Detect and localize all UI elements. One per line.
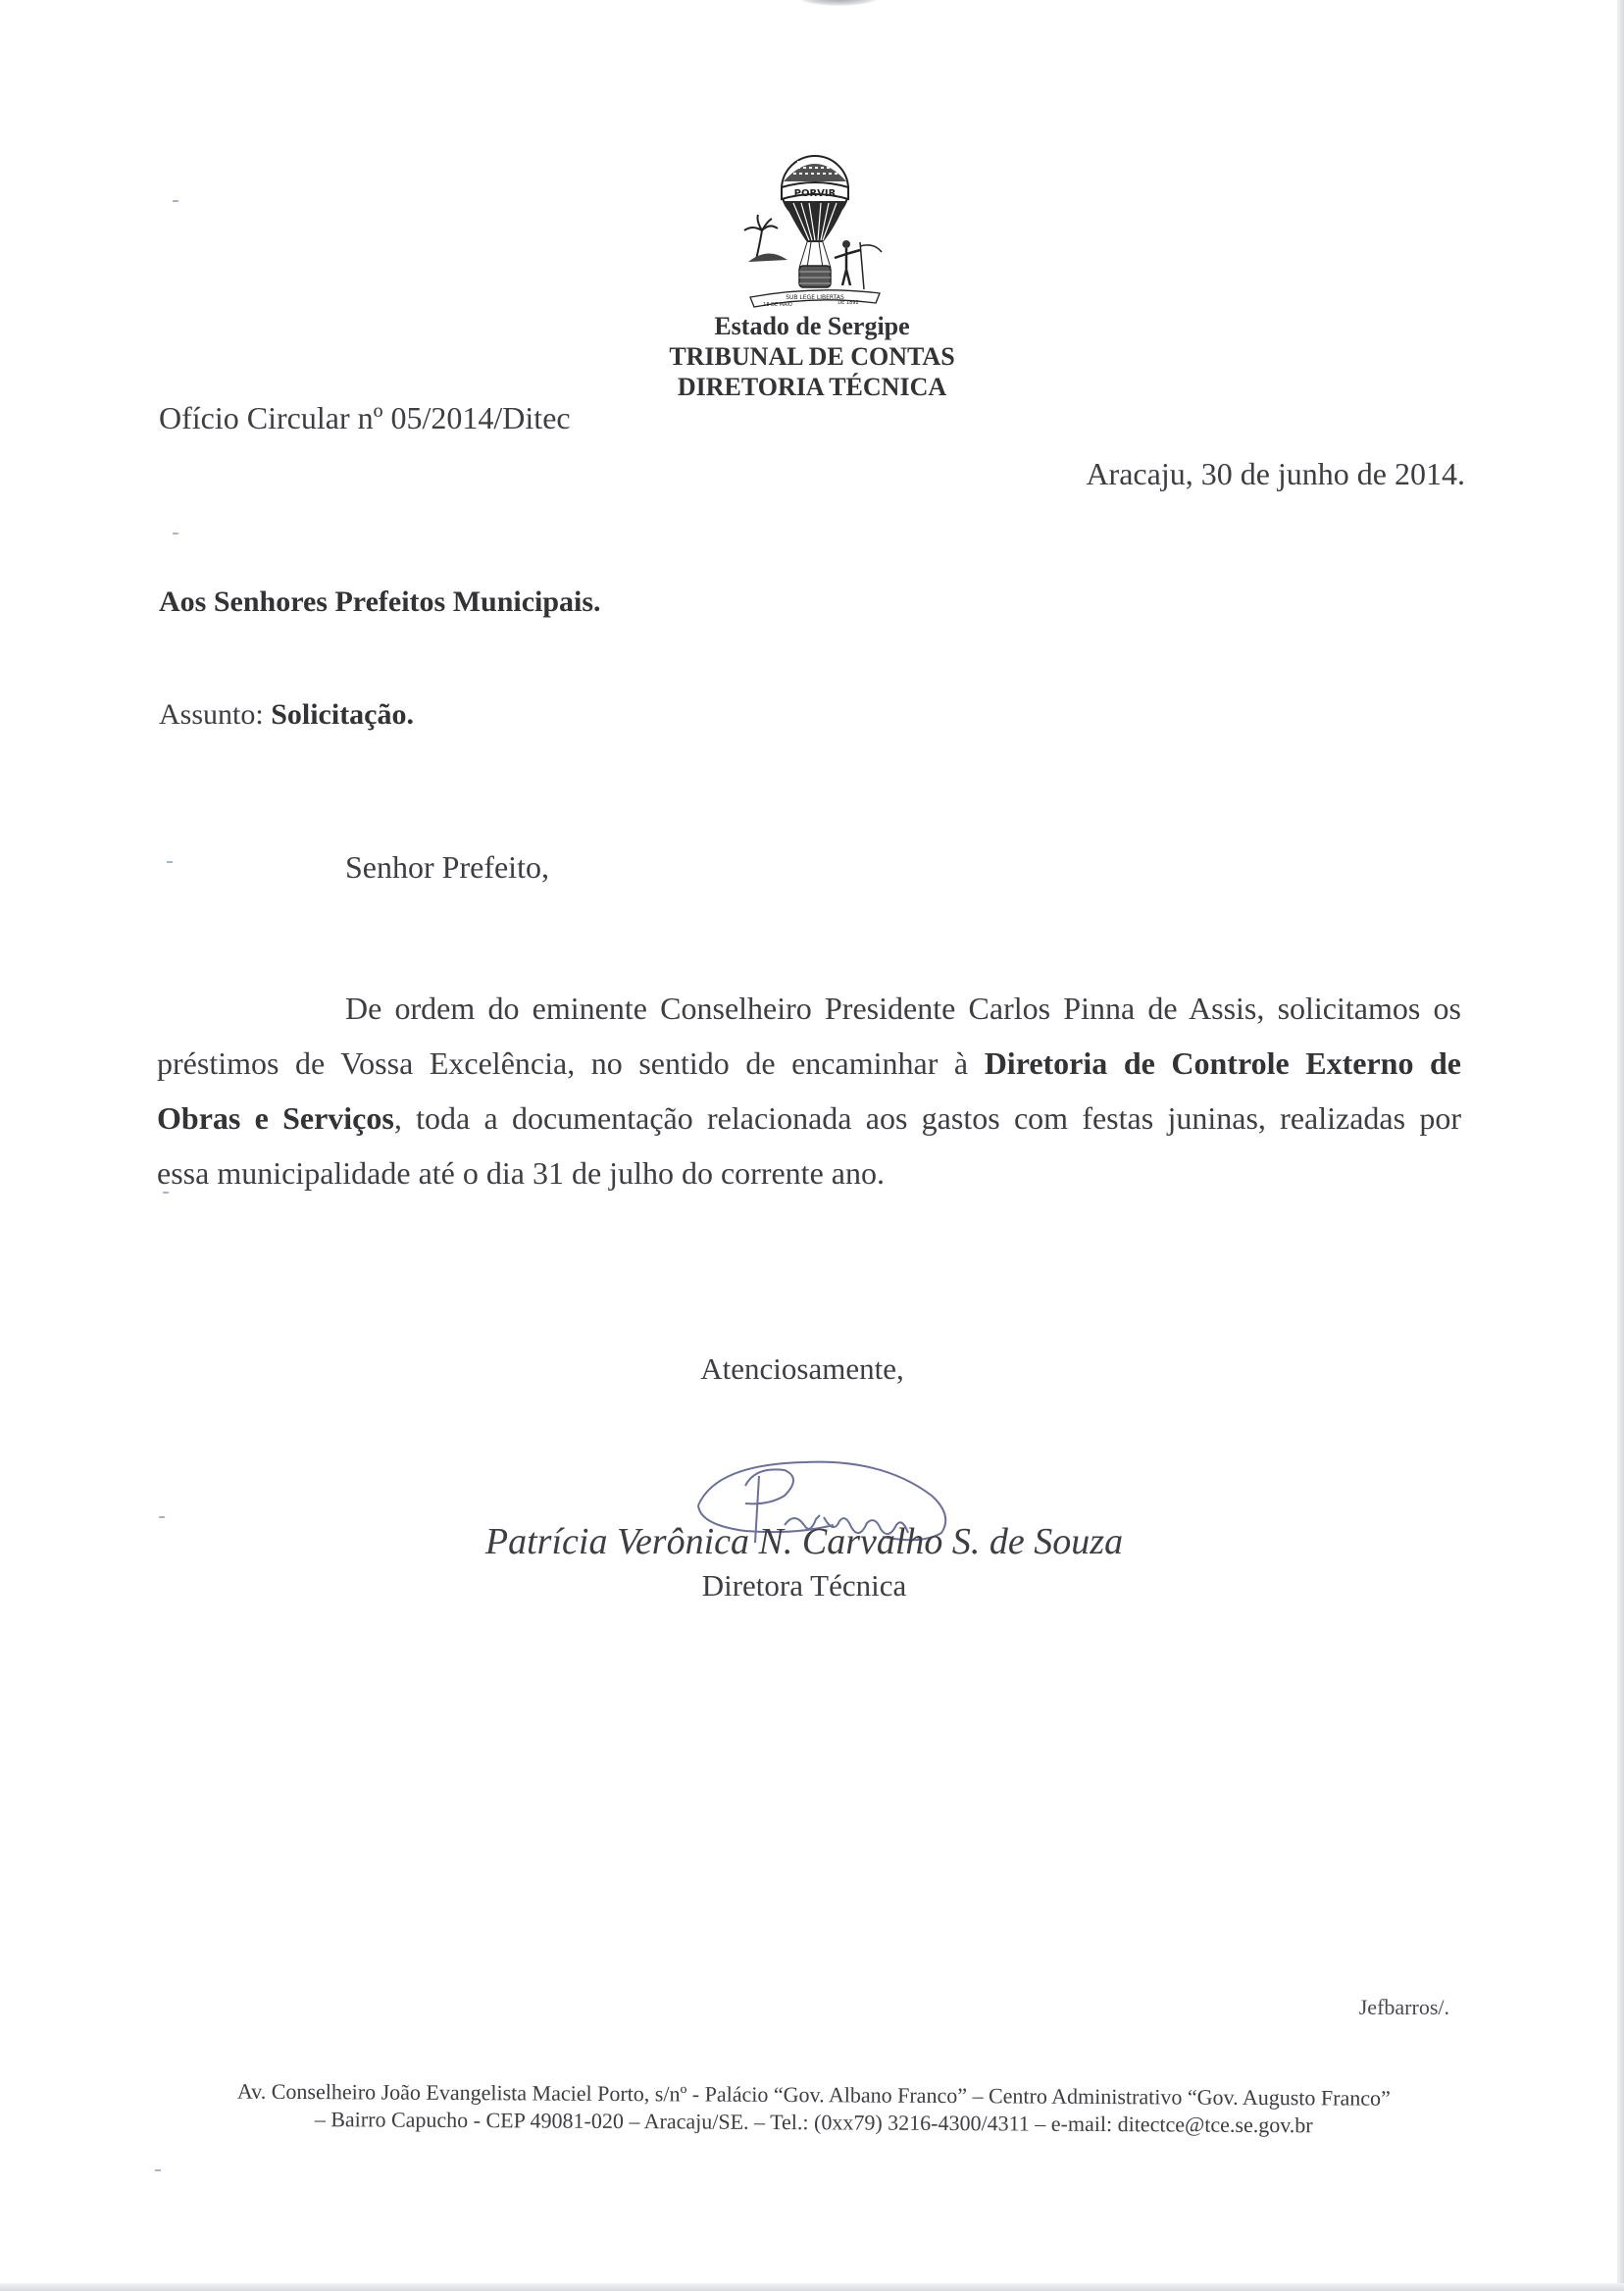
scan-speck xyxy=(159,1516,165,1518)
coat-of-arms-icon xyxy=(738,152,886,309)
subject-value: Solicitação. xyxy=(271,698,414,731)
salutation: Senhor Prefeito, xyxy=(345,849,549,885)
signer-name: Patrícia Verônica N. Carvalho S. de Souza xyxy=(484,1521,1124,1562)
body-line xyxy=(157,1091,1461,1146)
svg-text:18 DE MAIO: 18 DE MAIO xyxy=(763,302,792,308)
document-reference: Ofício Circular nº 05/2014/Ditec xyxy=(159,400,571,435)
letterhead-institution: TRIBUNAL DE CONTAS xyxy=(669,342,955,371)
recipient-line: Aos Senhores Prefeitos Municipais. xyxy=(159,585,601,618)
body-line: essa municipalidade até o dia 31 de julho do corrente ano. xyxy=(157,1155,885,1191)
body-emphasis: Diretoria de Controle Externo de xyxy=(984,1045,1462,1081)
body-paragraph xyxy=(157,981,1461,1200)
punch-hole-shadow xyxy=(799,0,878,6)
letterhead-state: Estado de Sergipe xyxy=(714,312,910,340)
scan-speck xyxy=(173,200,178,202)
letterhead xyxy=(616,152,1008,402)
svg-text:DE 1892: DE 1892 xyxy=(837,300,859,306)
typist-initials: Jefbarros/. xyxy=(1358,1995,1449,2019)
body-emphasis: Obras e Serviços xyxy=(157,1100,394,1136)
footer-line-2: – Bairro Capucho - CEP 49081-020 – Aracaju/SE. – Tel.: (0xx79) 3216-4300/4311 – e-mail: ditectce@tce.se.gov.br xyxy=(314,2107,1313,2138)
subject-label: Assunto: xyxy=(159,698,264,731)
date-line: Aracaju, 30 de junho de 2014. xyxy=(1086,456,1465,491)
svg-text:PORVIR: PORVIR xyxy=(793,188,837,199)
scan-speck xyxy=(173,533,178,535)
svg-text:SUB LEGE LIBERTAS: SUB LEGE LIBERTAS xyxy=(786,294,844,301)
scan-speck xyxy=(167,861,173,863)
letterhead-department: DIRETORIA TÉCNICA xyxy=(677,373,947,401)
footer-line-1: Av. Conselheiro João Evangelista Maciel Porto, s/nº - Palácio “Gov. Albano Franco” – Centro Administrativo “Gov. Augusto Franco” xyxy=(236,2078,1391,2111)
signer-title: Diretora Técnica xyxy=(701,1568,907,1603)
scan-edge-bottom xyxy=(0,2283,1624,2291)
body-line: De ordem do eminente Conselheiro Presidente Carlos Pinna de Assis, solicitamos os xyxy=(345,991,1461,1026)
body-line xyxy=(157,1036,1461,1091)
body-text-segment: , toda a documentação relacionada aos gastos com festas juninas, realizadas por xyxy=(393,1100,1462,1136)
footer-address xyxy=(137,2077,1491,2140)
subject-line xyxy=(159,698,414,732)
scan-edge-right xyxy=(1617,0,1624,2291)
scan-speck xyxy=(155,2169,161,2171)
body-text-segment: préstimos de Vossa Excelência, no sentido de encaminhar à xyxy=(157,1045,985,1081)
closing: Atenciosamente, xyxy=(700,1351,904,1386)
